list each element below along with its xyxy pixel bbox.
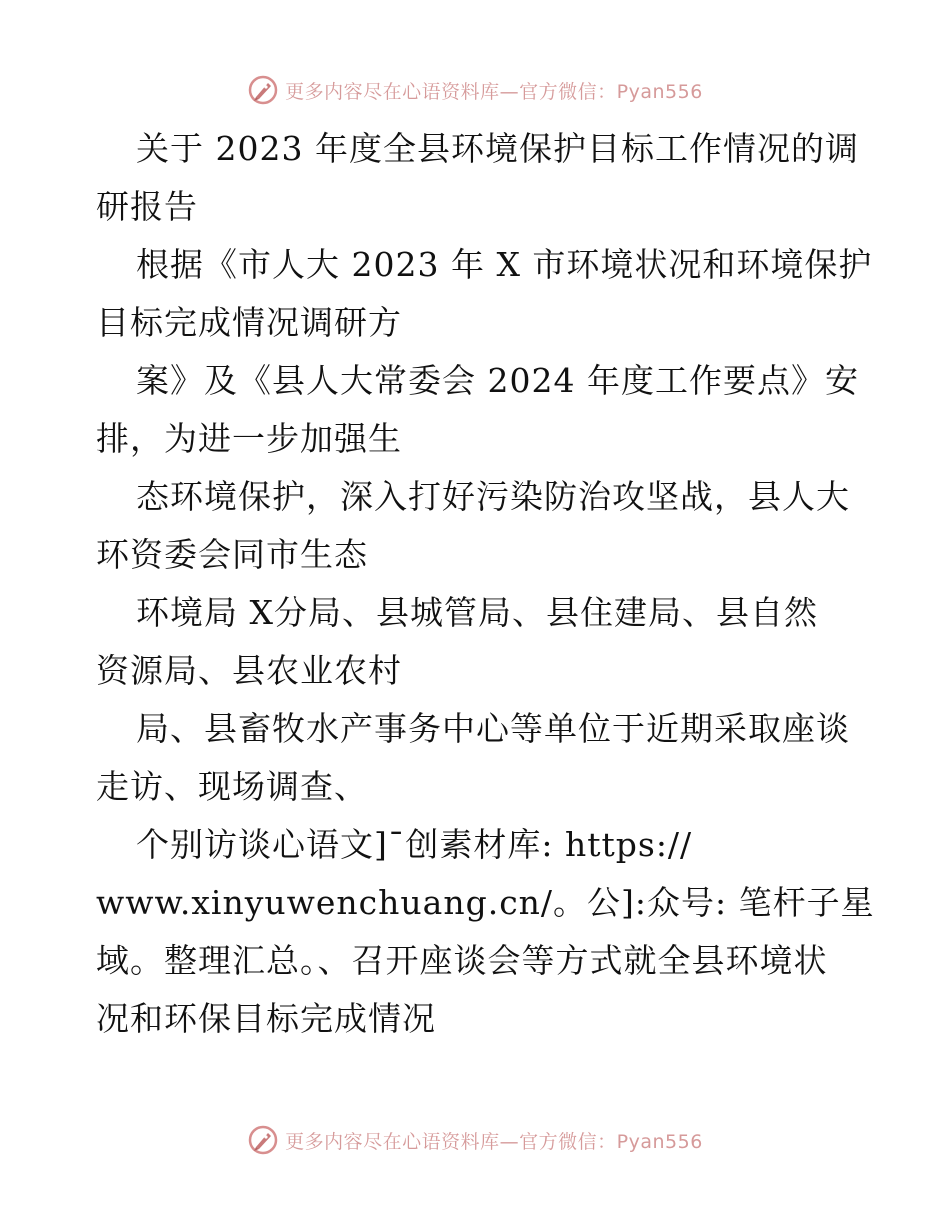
text-line: 排，为进一步加强生 xyxy=(96,419,402,458)
text-line: 关于 2023 年度全县环境保护目标工作情况的调 xyxy=(136,129,859,168)
header-watermark xyxy=(0,70,950,110)
pen-nib-circle-icon xyxy=(247,74,279,106)
pen-nib-circle-icon xyxy=(247,1124,279,1156)
text-line: 况和环保目标完成情况 xyxy=(96,999,436,1038)
text-line: www.xinyuwenchuang.cn/。公]:众号: 笔杆子星 xyxy=(96,883,875,922)
text-line: 案》及《县人大常委会 2024 年度工作要点》安 xyxy=(136,361,859,400)
text-line: 根据《市人大 2023 年 X 市环境状况和环境保护 xyxy=(136,245,873,284)
text-line: 态环境保护，深入打好污染防治攻坚战，县人大 xyxy=(136,477,850,516)
text-line: 资源局、县农业农村 xyxy=(96,651,402,690)
watermark-text: 更多内容尽在心语资料库—官方微信：Pyan556 xyxy=(285,1130,703,1153)
footer-watermark xyxy=(0,1120,950,1160)
document-body xyxy=(96,120,875,1048)
text-line: 局、县畜牧水产事务中心等单位于近期采取座谈 xyxy=(136,709,850,748)
text-line: 研报告 xyxy=(96,187,198,226)
text-line: 域。整理汇总。、召开座谈会等方式就全县环境状 xyxy=(96,941,828,980)
text-line: 环资委会同市生态 xyxy=(96,535,368,574)
watermark-text: 更多内容尽在心语资料库—官方微信：Pyan556 xyxy=(285,80,703,103)
text-line: 走访、现场调查、 xyxy=(96,767,368,806)
text-line: 环境局 X分局、县城管局、县住建局、县自然 xyxy=(136,593,818,632)
text-line: 目标完成情况调研方 xyxy=(96,303,402,342)
text-line: 个别访谈心语文]¯创素材库: https:// xyxy=(136,825,693,864)
